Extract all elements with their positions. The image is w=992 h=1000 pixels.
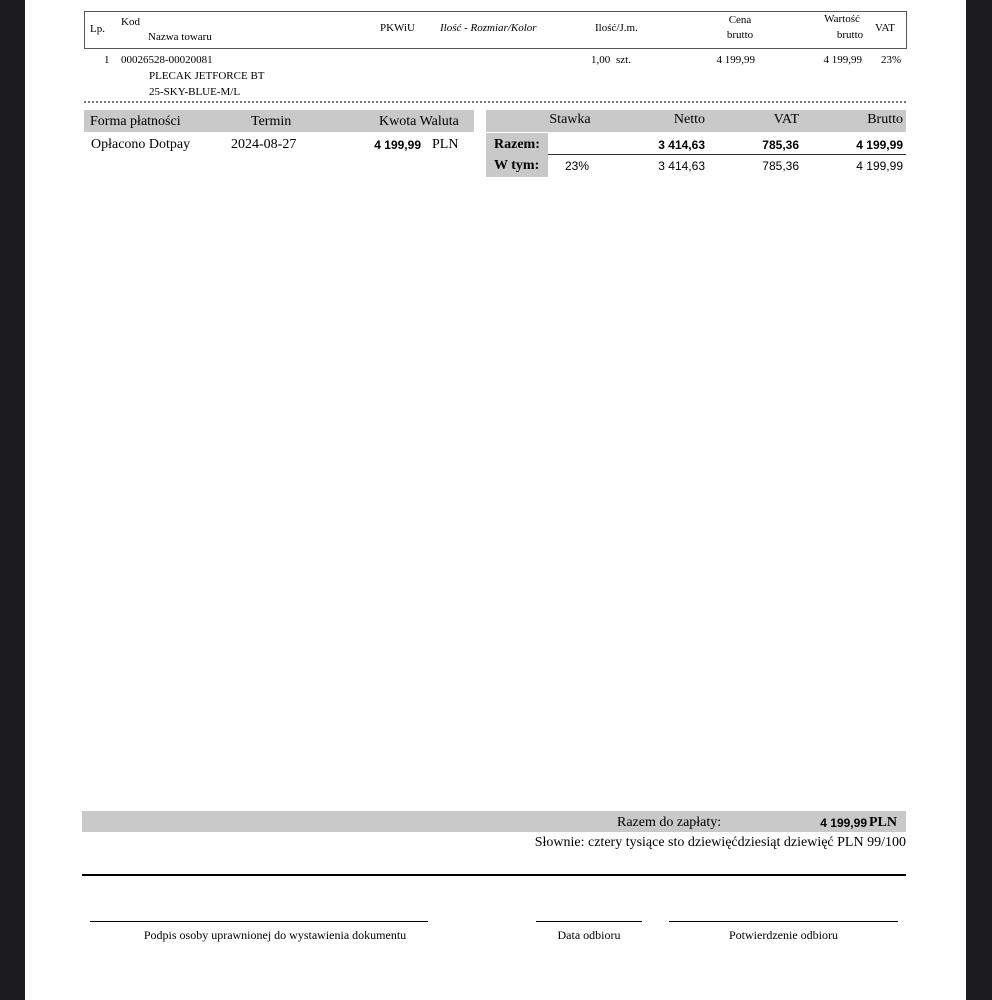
col-cena-header-2: brutto xyxy=(726,29,754,41)
item-jm: szt. xyxy=(616,54,631,66)
col-kod-header: Kod xyxy=(121,16,140,28)
signature-line-date xyxy=(536,921,642,922)
vat-wtym-stawka: 23% xyxy=(565,159,590,173)
total-currency: PLN xyxy=(869,815,897,830)
col-nazwa-header: Nazwa towaru xyxy=(148,31,212,43)
signature-label-receipt: Potwierdzenie odbioru xyxy=(729,928,838,942)
vat-stawka-header: Stawka xyxy=(549,112,591,127)
item-kod: 00026528-00020081 xyxy=(121,54,213,66)
vat-wtym-brutto: 4 199,99 xyxy=(856,159,903,173)
col-ilosc-jm-header: Ilość/J.m. xyxy=(595,22,638,34)
total-slownie: Słownie: cztery tysiące sto dziewięćdziesiąt dziewięć PLN 99/100 xyxy=(534,835,906,850)
col-wartosc-header-2: brutto xyxy=(836,29,864,41)
vat-wtym-label: W tym: xyxy=(494,158,540,173)
invoice-page xyxy=(25,0,966,1000)
total-amount: 4 199,99 xyxy=(820,816,867,830)
item-vat: 23% xyxy=(881,54,902,66)
signature-section-divider xyxy=(82,874,906,876)
col-vat-header: VAT xyxy=(875,22,895,34)
payment-waluta-value: PLN xyxy=(432,137,459,152)
col-cena-header-1: Cena xyxy=(728,14,752,26)
vat-razem-label: Razem: xyxy=(494,137,540,152)
signature-label-issuer: Podpis osoby uprawnionej do wystawienia dokumentu xyxy=(143,928,407,942)
items-separator xyxy=(84,101,906,103)
signature-label-date: Data odbioru xyxy=(557,928,621,942)
payment-kwota-waluta-header: Kwota Waluta xyxy=(379,114,459,129)
signature-line-receipt xyxy=(669,921,898,922)
vat-netto-header: Netto xyxy=(673,112,705,127)
vat-razem-brutto: 4 199,99 xyxy=(856,138,903,152)
item-lp: 1 xyxy=(104,54,110,66)
total-bar xyxy=(82,811,906,832)
col-lp-header: Lp. xyxy=(90,23,105,35)
item-nazwa-line-1: PLECAK JETFORCE BT xyxy=(149,70,265,82)
vat-razem-vat: 785,36 xyxy=(762,138,799,152)
item-cena: 4 199,99 xyxy=(716,54,755,66)
payment-kwota-value: 4 199,99 xyxy=(374,138,421,152)
vat-brutto-header: Brutto xyxy=(867,112,903,127)
total-label: Razem do zapłaty: xyxy=(617,815,722,830)
item-ilosc: 1,00 xyxy=(591,54,611,66)
payment-forma-header: Forma płatności xyxy=(90,114,181,129)
col-pkwiu-header: PKWiU xyxy=(380,22,416,34)
item-nazwa-line-2: 25-SKY-BLUE-M/L xyxy=(149,86,241,98)
payment-forma-value: Opłacono Dotpay xyxy=(91,137,191,152)
item-wartosc: 4 199,99 xyxy=(823,54,862,66)
vat-wtym-netto: 3 414,63 xyxy=(658,159,705,173)
payment-termin-header: Termin xyxy=(251,114,292,129)
vat-wtym-vat: 785,36 xyxy=(762,159,799,173)
col-ilosc-rozmiar-header: Ilość - Rozmiar/Kolor xyxy=(440,22,537,34)
vat-vat-header: VAT xyxy=(773,112,799,127)
col-wartosc-header-1: Wartość xyxy=(824,13,860,25)
payment-termin-value: 2024-08-27 xyxy=(231,137,297,152)
signature-line-issuer xyxy=(90,921,428,922)
vat-razem-underline xyxy=(548,154,906,155)
vat-razem-netto: 3 414,63 xyxy=(658,138,705,152)
